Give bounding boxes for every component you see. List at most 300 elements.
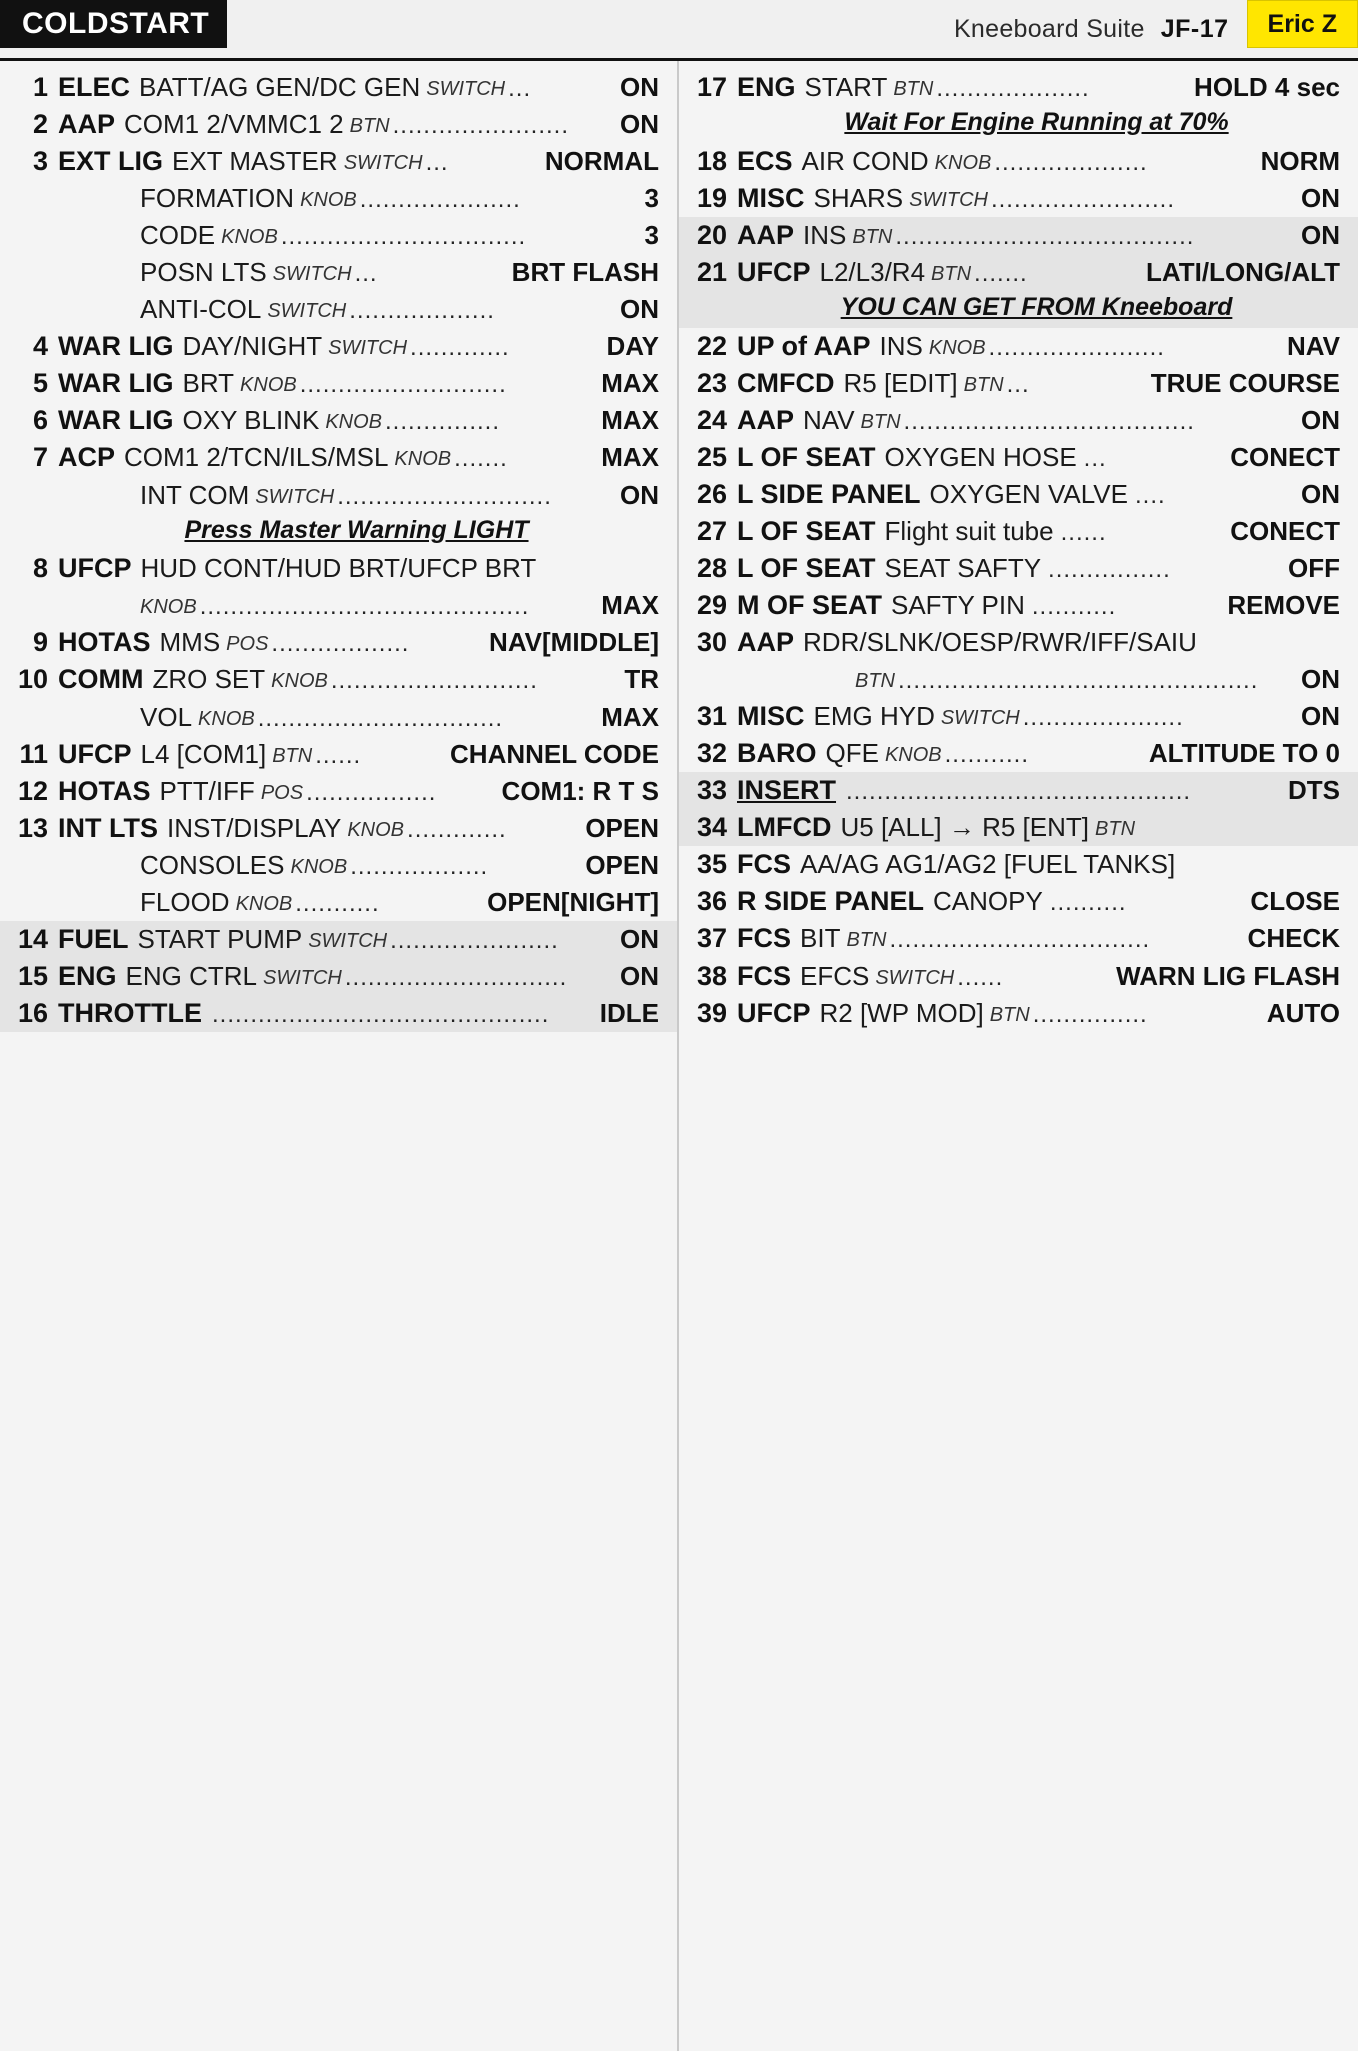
checklist-note — [679, 291, 1358, 328]
checklist-row — [679, 476, 1358, 513]
header-meta — [227, 0, 1246, 58]
checklist-row — [679, 513, 1358, 550]
leader-dots: .................. — [271, 630, 410, 658]
checklist-row — [679, 772, 1358, 809]
leader-dots: ........................... — [330, 667, 538, 695]
control-type: BTN — [893, 78, 934, 100]
leader-dots: ...... — [957, 963, 1004, 991]
item-label: U5 [ALL] → R5 [ENT] — [840, 812, 1090, 843]
target-value: MAX — [601, 442, 659, 473]
system-label: MISC — [737, 182, 805, 213]
checklist-row — [679, 365, 1358, 402]
step-number: 23 — [696, 367, 727, 398]
item-label: L4 [COM1] — [140, 738, 267, 769]
target-value: ON — [1301, 701, 1340, 732]
item-label: ENG CTRL — [125, 960, 257, 991]
step-content — [58, 924, 659, 955]
leader-dots: ............................................ — [211, 1000, 550, 1028]
system-label: UP of AAP — [737, 330, 871, 361]
checklist-row — [679, 735, 1358, 772]
target-value: OPEN[NIGHT] — [487, 887, 659, 917]
target-value: DAY — [606, 331, 659, 362]
leader-dots: ............................................... — [898, 667, 1259, 695]
step-number: 22 — [696, 330, 727, 361]
step-content — [737, 701, 1340, 732]
target-value: ON — [620, 960, 659, 991]
checklist-row — [679, 661, 1358, 698]
target-value: CHECK — [1247, 923, 1340, 954]
system-label: UFCP — [58, 738, 132, 769]
step-content — [58, 221, 659, 251]
system-label: M OF SEAT — [737, 590, 882, 621]
step-number: 20 — [696, 219, 727, 250]
checklist-row — [0, 143, 677, 180]
item-label: ZRO SET — [152, 664, 266, 695]
item-label: INS — [879, 330, 923, 361]
step-number: 18 — [696, 145, 727, 176]
item-label: INS — [803, 219, 847, 250]
author-badge: Eric Z — [1247, 0, 1358, 48]
step-number: 26 — [696, 478, 727, 509]
step-content — [737, 257, 1340, 288]
leader-dots: .................... — [994, 148, 1148, 176]
checklist-row — [0, 106, 677, 143]
control-type: BTN — [963, 373, 1004, 396]
item-label: START PUMP — [137, 923, 303, 954]
system-label: FCS — [737, 923, 791, 954]
system-label: ACP — [58, 442, 116, 473]
target-value: 3 — [644, 184, 659, 214]
step-number: 12 — [17, 775, 48, 806]
step-content — [58, 664, 659, 695]
system-label: WAR LIG — [58, 368, 174, 399]
system-label: LMFCD — [737, 812, 832, 843]
checklist-row — [679, 883, 1358, 920]
leader-dots: ... — [1083, 444, 1107, 472]
step-content — [58, 184, 659, 214]
leader-dots: ... — [1006, 370, 1030, 398]
control-type: SWITCH — [262, 966, 342, 989]
step-content — [737, 220, 1340, 251]
step-content — [737, 849, 1340, 880]
step-content — [58, 851, 659, 881]
checklist-row — [679, 254, 1358, 291]
leader-dots: ..................... — [359, 186, 521, 214]
step-content — [58, 591, 659, 621]
step-number: 28 — [696, 553, 727, 584]
step-number: 8 — [32, 553, 48, 584]
system-label: HOTAS — [58, 627, 151, 658]
control-type: KNOB — [934, 151, 992, 174]
step-number: 29 — [696, 590, 727, 621]
item-label: FORMATION — [140, 184, 295, 214]
step-content — [58, 739, 659, 770]
control-type: KNOB — [271, 670, 328, 693]
step-number: 19 — [696, 182, 727, 213]
item-label: R2 [WP MOD] — [819, 997, 984, 1028]
item-label: EXT MASTER — [172, 146, 338, 177]
aircraft-model: JF-17 — [1160, 14, 1229, 43]
target-value: CLOSE — [1250, 886, 1340, 917]
item-label: CODE — [140, 221, 216, 251]
step-content — [737, 442, 1340, 473]
control-type: SWITCH — [343, 152, 423, 175]
item-label: Flight suit tube — [884, 515, 1054, 546]
target-value: HOLD 4 sec — [1194, 72, 1340, 102]
step-content — [58, 109, 659, 140]
step-content — [737, 665, 1340, 695]
control-type: BTN — [855, 670, 895, 693]
system-label: ENG — [737, 72, 796, 102]
checklist-row — [679, 550, 1358, 587]
checklist-row — [0, 810, 677, 847]
item-label: FLOOD — [140, 887, 230, 917]
system-label: WAR LIG — [58, 405, 174, 436]
target-value: OPEN — [585, 812, 659, 843]
right-column — [679, 61, 1358, 2051]
item-label: INT COM — [140, 480, 250, 510]
leader-dots: ....................... — [392, 112, 569, 140]
target-value: MAX — [601, 405, 659, 436]
step-number: 38 — [696, 960, 727, 991]
step-number: 5 — [32, 368, 48, 399]
page-header — [0, 0, 1358, 61]
leader-dots: ............................................. — [846, 778, 1192, 806]
system-label: L OF SEAT — [737, 441, 876, 472]
target-value: AUTO — [1266, 997, 1340, 1028]
item-label: START — [804, 72, 888, 102]
checklist-row — [0, 69, 677, 106]
checklist-row — [679, 402, 1358, 439]
system-label: ENG — [58, 960, 117, 991]
step-content — [58, 961, 659, 992]
leader-dots: ...... — [315, 741, 362, 769]
target-value: ON — [620, 923, 659, 954]
step-content — [58, 627, 659, 658]
step-number: 6 — [32, 405, 48, 436]
system-label: ECS — [737, 145, 793, 176]
target-value: NORM — [1260, 145, 1340, 176]
leader-dots: ....................... — [988, 333, 1165, 361]
checklist-row — [0, 699, 677, 736]
system-label: UFCP — [737, 256, 811, 287]
item-label: SAFTY PIN — [891, 590, 1025, 621]
step-number: 13 — [17, 812, 48, 843]
leader-dots: ....................................... — [895, 222, 1195, 250]
checklist-row — [0, 402, 677, 439]
checklist-row — [0, 736, 677, 773]
checklist-row — [0, 921, 677, 958]
leader-dots: ... — [425, 149, 449, 177]
leader-dots: ................... — [349, 297, 495, 325]
step-number: 11 — [19, 738, 48, 769]
step-number: 14 — [17, 923, 48, 954]
left-column — [0, 61, 679, 2051]
step-content — [737, 405, 1340, 436]
system-label: BARO — [737, 738, 817, 769]
leader-dots: .... — [1134, 481, 1166, 509]
leader-dots: ...... — [1060, 518, 1107, 546]
checklist-row — [0, 180, 677, 217]
item-label: MMS — [159, 627, 221, 658]
leader-dots: ........... — [1031, 593, 1117, 621]
system-label: COMM — [58, 664, 144, 695]
checklist-row — [0, 661, 677, 698]
target-value: OFF — [1288, 553, 1340, 584]
control-type: KNOB — [928, 336, 986, 359]
control-type: BTN — [989, 1003, 1030, 1026]
target-value: ON — [1301, 665, 1340, 695]
item-label: BIT — [800, 923, 841, 954]
leader-dots: ....... — [454, 445, 508, 473]
target-value: CONECT — [1230, 441, 1340, 472]
leader-dots: ..................... — [1022, 704, 1184, 732]
step-content — [58, 72, 659, 103]
item-label: CANOPY — [933, 886, 1043, 917]
step-content — [58, 813, 659, 844]
checklist-row — [0, 624, 677, 661]
checklist-row — [679, 809, 1358, 846]
leader-dots: .................... — [936, 75, 1090, 102]
target-value: ON — [1301, 404, 1340, 435]
control-type: KNOB — [347, 818, 405, 841]
item-label: COM1 2/TCN/ILS/MSL — [124, 442, 389, 473]
suite-label: Kneeboard Suite — [953, 14, 1145, 43]
item-label: EMG HYD — [813, 701, 935, 732]
item-label: HUD CONT/HUD BRT/UFCP BRT — [140, 553, 537, 584]
system-label: UFCP — [58, 553, 132, 584]
item-label: L2/L3/R4 — [819, 256, 926, 287]
checklist-row — [679, 439, 1358, 476]
leader-dots: ... — [354, 260, 378, 288]
target-value: ON — [620, 295, 659, 325]
target-value: TRUE COURSE — [1150, 367, 1340, 398]
item-label: POSN LTS — [140, 258, 267, 288]
control-type: BTN — [846, 929, 887, 952]
checklist-row — [0, 254, 677, 291]
note-text: Wait For Engine Running at 70% — [844, 108, 1229, 137]
control-type: KNOB — [325, 411, 382, 434]
control-type: BTN — [1095, 818, 1136, 841]
target-value: OPEN — [585, 850, 659, 880]
target-value: COM1: R T S — [501, 775, 659, 806]
system-label: AAP — [737, 627, 795, 658]
step-number: 3 — [32, 146, 48, 177]
step-content — [737, 183, 1340, 214]
item-label: INST/DISPLAY — [166, 812, 342, 843]
step-content — [737, 812, 1340, 843]
target-value: ON — [620, 72, 659, 102]
checklist-row — [679, 958, 1358, 995]
item-label: VOL — [140, 702, 193, 732]
item-label: COM1 2/VMMC1 2 — [124, 109, 344, 140]
page-title: COLDSTART — [0, 0, 227, 48]
step-content — [58, 295, 659, 325]
step-number: 36 — [696, 886, 727, 917]
system-label: INSERT — [737, 775, 837, 806]
control-type: BTN — [349, 115, 390, 138]
step-number: 25 — [696, 441, 727, 472]
system-label: CMFCD — [737, 367, 835, 398]
leader-dots: ........................................... — [199, 593, 530, 621]
leader-dots: ............... — [1032, 1000, 1148, 1028]
step-content — [737, 479, 1340, 510]
checklist-row — [679, 698, 1358, 735]
system-label: AAP — [737, 219, 795, 250]
checklist-row — [679, 624, 1358, 661]
step-content — [58, 703, 659, 733]
step-number: 33 — [696, 775, 727, 806]
leader-dots: ................................ — [257, 704, 504, 732]
control-type: BTN — [931, 262, 972, 285]
checklist-row — [679, 995, 1358, 1032]
step-number: 32 — [696, 738, 727, 769]
leader-dots: ................................ — [280, 223, 527, 251]
control-type: BTN — [860, 410, 901, 433]
leader-dots: ................ — [1048, 556, 1171, 584]
item-label: BRT — [182, 368, 235, 399]
system-label: WAR LIG — [58, 331, 174, 362]
target-value: NAV[MIDDLE] — [489, 627, 659, 658]
system-label: MISC — [737, 701, 805, 732]
step-content — [737, 961, 1340, 992]
step-number: 37 — [696, 923, 727, 954]
step-content — [737, 553, 1340, 584]
leader-dots: ............................. — [344, 963, 568, 991]
control-type: POS — [226, 633, 269, 656]
step-number: 30 — [696, 627, 727, 658]
step-number: 35 — [696, 849, 727, 880]
target-value: NORMAL — [544, 146, 659, 177]
step-number: 1 — [32, 72, 48, 102]
target-value: CHANNEL CODE — [450, 738, 659, 769]
checklist-row — [0, 477, 677, 514]
step-content — [58, 998, 659, 1029]
control-type: SWITCH — [426, 78, 506, 100]
control-type: KNOB — [884, 744, 942, 767]
leader-dots: ...................... — [390, 926, 559, 954]
target-value: 3 — [644, 221, 659, 251]
checklist-row — [0, 291, 677, 328]
leader-dots: ... — [508, 75, 532, 102]
system-label: FUEL — [58, 923, 129, 954]
checklist-row — [0, 884, 677, 921]
step-number: 34 — [696, 812, 727, 843]
control-type: BTN — [272, 744, 313, 767]
step-number: 39 — [696, 997, 727, 1028]
control-type: SWITCH — [255, 485, 335, 508]
target-value: ALTITUDE TO 0 — [1148, 738, 1340, 769]
control-type: KNOB — [221, 226, 278, 249]
control-type: KNOB — [198, 707, 255, 730]
target-value: ON — [1301, 219, 1340, 250]
step-content — [737, 590, 1340, 621]
item-label: NAV — [803, 404, 855, 435]
item-label: OXY BLINK — [182, 405, 320, 436]
control-type: SWITCH — [308, 929, 388, 952]
system-label: R SIDE PANEL — [737, 886, 925, 917]
item-label: DAY/NIGHT — [182, 331, 323, 362]
leader-dots: ........................... — [299, 371, 507, 399]
step-content — [737, 627, 1340, 658]
item-label: OXYGEN VALVE — [929, 478, 1128, 509]
step-content — [58, 442, 659, 473]
system-label: AAP — [58, 109, 116, 140]
step-content — [737, 886, 1340, 917]
target-value: CONECT — [1230, 515, 1340, 546]
item-label: CONSOLES — [140, 850, 285, 880]
system-label: THROTTLE — [58, 997, 202, 1028]
checklist-row — [679, 143, 1358, 180]
target-value: IDLE — [599, 997, 659, 1028]
checklist-row — [679, 217, 1358, 254]
item-label: SHARS — [813, 182, 904, 213]
step-content — [58, 776, 659, 807]
leader-dots: ............... — [385, 408, 501, 436]
target-value: MAX — [601, 702, 659, 732]
system-label: L OF SEAT — [737, 553, 876, 584]
system-label: UFCP — [737, 997, 811, 1028]
target-value: ON — [1301, 182, 1340, 213]
item-label: OXYGEN HOSE — [884, 441, 1077, 472]
control-type: SWITCH — [328, 337, 408, 360]
control-type: KNOB — [394, 448, 452, 471]
checklist-row — [0, 550, 677, 587]
leader-dots: ........... — [295, 889, 380, 917]
step-content — [737, 331, 1340, 362]
step-number: 4 — [32, 331, 48, 362]
leader-dots: ...................................... — [903, 407, 1195, 435]
step-content — [58, 405, 659, 436]
step-content — [58, 481, 659, 511]
checklist-row — [679, 69, 1358, 106]
step-content — [58, 331, 659, 362]
item-label: AIR COND — [801, 145, 929, 176]
item-label: BATT/AG GEN/DC GEN — [139, 72, 421, 102]
item-label: SEAT SAFTY — [884, 553, 1042, 584]
step-number: 7 — [32, 442, 48, 473]
target-value: ON — [1301, 478, 1340, 509]
leader-dots: ............. — [407, 815, 507, 843]
system-label: L SIDE PANEL — [737, 478, 921, 509]
leader-dots: ........... — [944, 741, 1029, 769]
system-label: FCS — [737, 960, 791, 991]
checklist-note — [0, 514, 677, 551]
step-number: 2 — [32, 109, 48, 140]
item-label: AA/AG AG1/AG2 [FUEL TANKS] — [800, 849, 1176, 880]
checklist-row — [0, 328, 677, 365]
leader-dots: ................. — [306, 778, 437, 806]
checklist-note — [679, 106, 1358, 143]
control-type: BTN — [852, 225, 893, 248]
leader-dots: ............................ — [337, 482, 552, 510]
step-content — [737, 775, 1340, 806]
control-type: POS — [260, 781, 304, 804]
step-content — [58, 888, 659, 918]
step-number: 15 — [17, 960, 48, 991]
leader-dots: .................................. — [889, 926, 1151, 954]
control-type: SWITCH — [940, 707, 1020, 730]
leader-dots: ........................ — [990, 185, 1175, 213]
control-type: SWITCH — [875, 966, 955, 989]
step-number: 21 — [696, 256, 727, 287]
system-label: INT LTS — [58, 812, 158, 843]
step-content — [737, 738, 1340, 769]
checklist-row — [0, 217, 677, 254]
checklist-row — [0, 958, 677, 995]
step-number: 24 — [696, 404, 727, 435]
system-label: EXT LIG — [58, 146, 164, 177]
